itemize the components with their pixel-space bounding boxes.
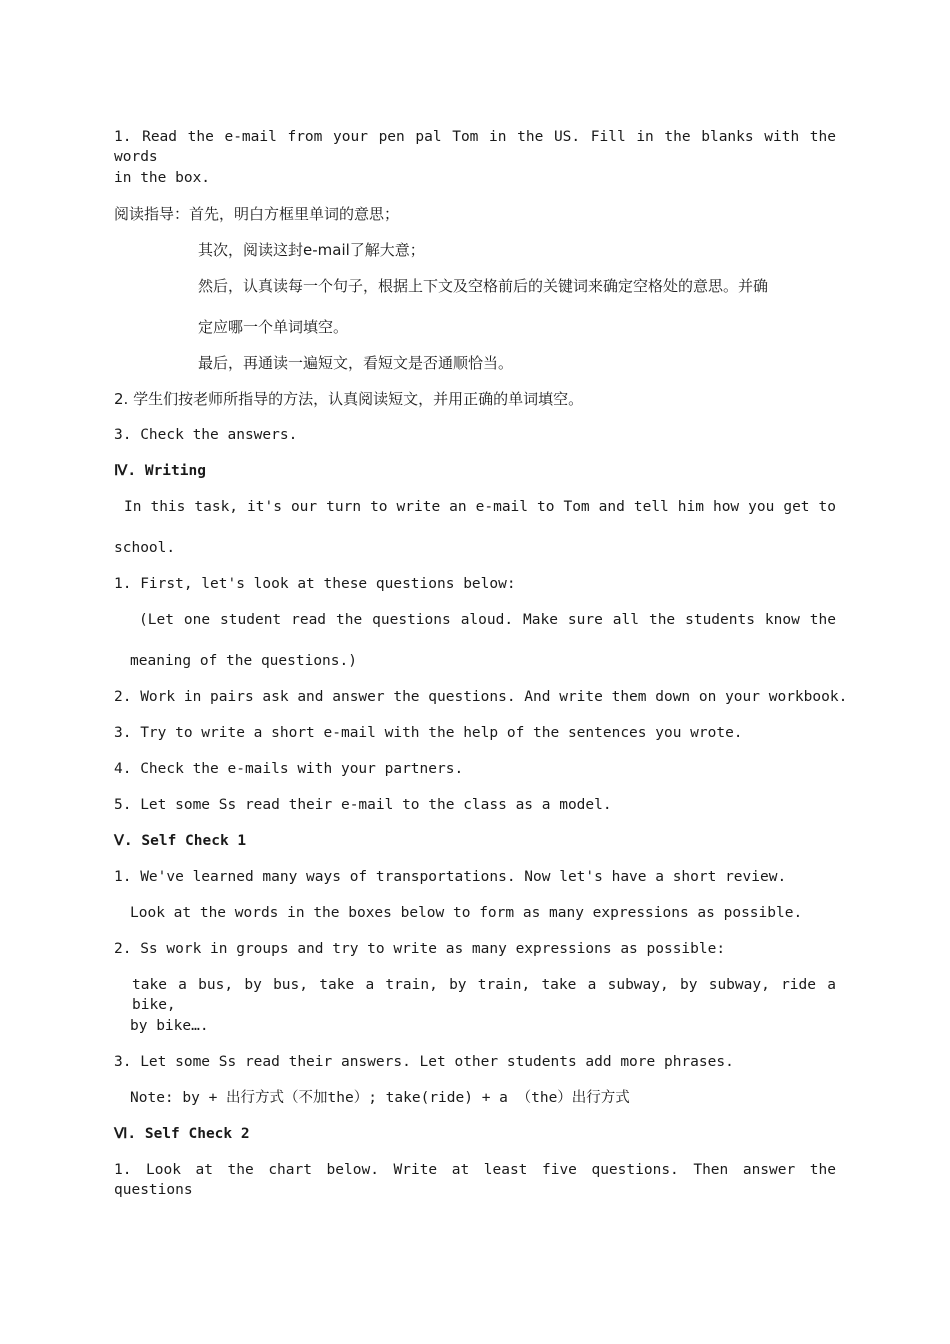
self-check-1-step-1: 1. We've learned many ways of transportations. Now let's have a short review. (114, 869, 787, 885)
self-check-1-step-3: 3. Let some Ss read their answers. Let other students add more phrases. (114, 1054, 734, 1070)
writing-step-4: 4. Check the e-mails with your partners. (114, 761, 464, 777)
step-3-check-answers: 3. Check the answers. (114, 427, 298, 443)
section-heading-self-check-2: Ⅵ. Self Check 2 (114, 1126, 250, 1142)
self-check-2-step-1: 1. Look at the chart below. Write at least five questions. Then answer the questions (114, 1162, 836, 1198)
writing-task-intro-cont: school. (114, 540, 176, 556)
writing-step-1-note: (Let one student read the questions aloud. Make sure all the students know the (139, 612, 836, 628)
reading-guide-then-cont: 定应哪一个单词填空。 (198, 318, 349, 336)
writing-step-1-note-cont: meaning of the questions.) (130, 653, 357, 669)
reading-guide-finally: 最后，再通读一遍短文，看短文是否通顺恰当。 (198, 354, 514, 372)
reading-guide-then: 然后，认真读每一个句子，根据上下文及空格前后的关键词来确定空格处的意思。并确 (198, 277, 769, 295)
self-check-1-expressions-cont: by bike…. (130, 1018, 209, 1034)
writing-step-5: 5. Let some Ss read their e-mail to the class as a model. (114, 797, 612, 813)
step-2-students-fill: 2. 学生们按老师所指导的方法，认真阅读短文，并用正确的单词填空。 (114, 390, 584, 408)
reading-guide-first: 阅读指导：首先，明白方框里单词的意思； (114, 205, 400, 223)
step-1-read-email: 1. Read the e-mail from your pen pal Tom in the US. Fill in the blanks with the words (114, 129, 836, 165)
writing-step-1: 1. First, let's look at these questions below: (114, 576, 516, 592)
section-heading-writing: Ⅳ. Writing (114, 463, 206, 479)
writing-step-2: 2. Work in pairs ask and answer the questions. And write them down on your workbook. (114, 689, 848, 705)
writing-task-intro: In this task, it's our turn to write an e-mail to Tom and tell him how you get to (124, 499, 836, 515)
self-check-1-expressions: take a bus, by bus, take a train, by train, take a subway, by subway, ride a bike, (132, 977, 836, 1013)
writing-step-3: 3. Try to write a short e-mail with the help of the sentences you wrote. (114, 725, 743, 741)
self-check-1-step-2: 2. Ss work in groups and try to write as many expressions as possible: (114, 941, 726, 957)
self-check-1-step-1-cont: Look at the words in the boxes below to form as many expressions as possible. (130, 905, 803, 921)
step-1-read-email-cont: in the box. (114, 170, 211, 186)
reading-guide-second: 其次，阅读这封e-mail了解大意； (198, 241, 425, 259)
self-check-1-note: Note: by + 出行方式（不加the）; take(ride) + a （the）出行方式 (130, 1090, 630, 1106)
section-heading-self-check-1: Ⅴ. Self Check 1 (114, 833, 247, 849)
